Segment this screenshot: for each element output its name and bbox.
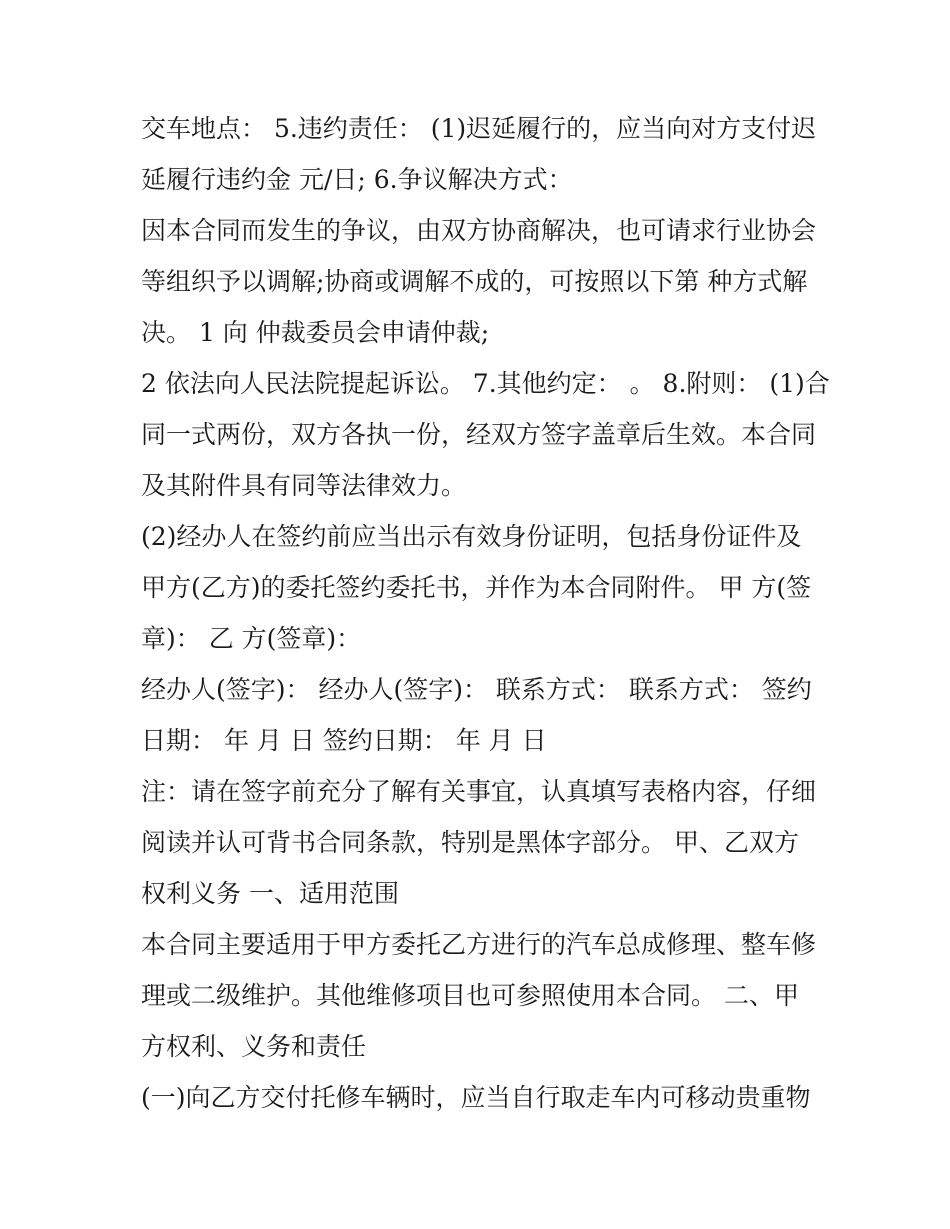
text-line: 方权利、义务和责任 <box>141 1032 367 1061</box>
text-line: 因本合同而发生的争议，由双方协商解决，也可请求行业协会 <box>141 216 817 245</box>
text-line: (2)经办人在签约前应当出示有效身份证明，包括身份证件及 <box>141 522 802 551</box>
text-line: 等组织予以调解;协商或调解不成的，可按照以下第 种方式解 <box>141 267 808 296</box>
text-line: 权利义务 一、适用范围 <box>141 879 399 908</box>
text-line: 及其附件具有同等法律效力。 <box>141 471 467 500</box>
text-line: 经办人(签字)： 经办人(签字)： 联系方式： 联系方式： 签约 <box>141 675 812 704</box>
text-line: 决。 1 向 仲裁委员会申请仲裁; <box>141 318 490 347</box>
text-line: 交车地点： 5.违约责任： (1)迟延履行的，应当向对方支付迟 <box>141 114 817 143</box>
text-line: 注：请在签字前充分了解有关事宜，认真填写表格内容，仔细 <box>141 777 817 806</box>
text-line: 日期： 年 月 日 签约日期： 年 月 日 <box>141 726 547 755</box>
text-line: 阅读并认可背书合同条款，特别是黑体字部分。 甲、乙双方 <box>141 828 799 857</box>
text-line: 章)： 乙 方(签章)： <box>141 624 362 653</box>
text-line: (一)向乙方交付托修车辆时，应当自行取走车内可移动贵重物 <box>141 1083 811 1112</box>
text-line: 本合同主要适用于甲方委托乙方进行的汽车总成修理、整车修 <box>141 930 817 959</box>
document-body <box>141 103 830 1123</box>
text-line: 同一式两份，双方各执一份，经双方签字盖章后生效。本合同 <box>141 420 817 449</box>
text-line: 甲方(乙方)的委托签约委托书，并作为本合同附件。 甲 方(签 <box>141 573 812 602</box>
text-line: 延履行违约金 元/日; 6.争议解决方式： <box>141 165 573 194</box>
text-line: 2 依法向人民法院提起诉讼。 7.其他约定： 。 8.附则： (1)合 <box>141 369 830 398</box>
text-line: 理或二级维护。其他维修项目也可参照使用本合同。 二、甲 <box>141 981 799 1010</box>
